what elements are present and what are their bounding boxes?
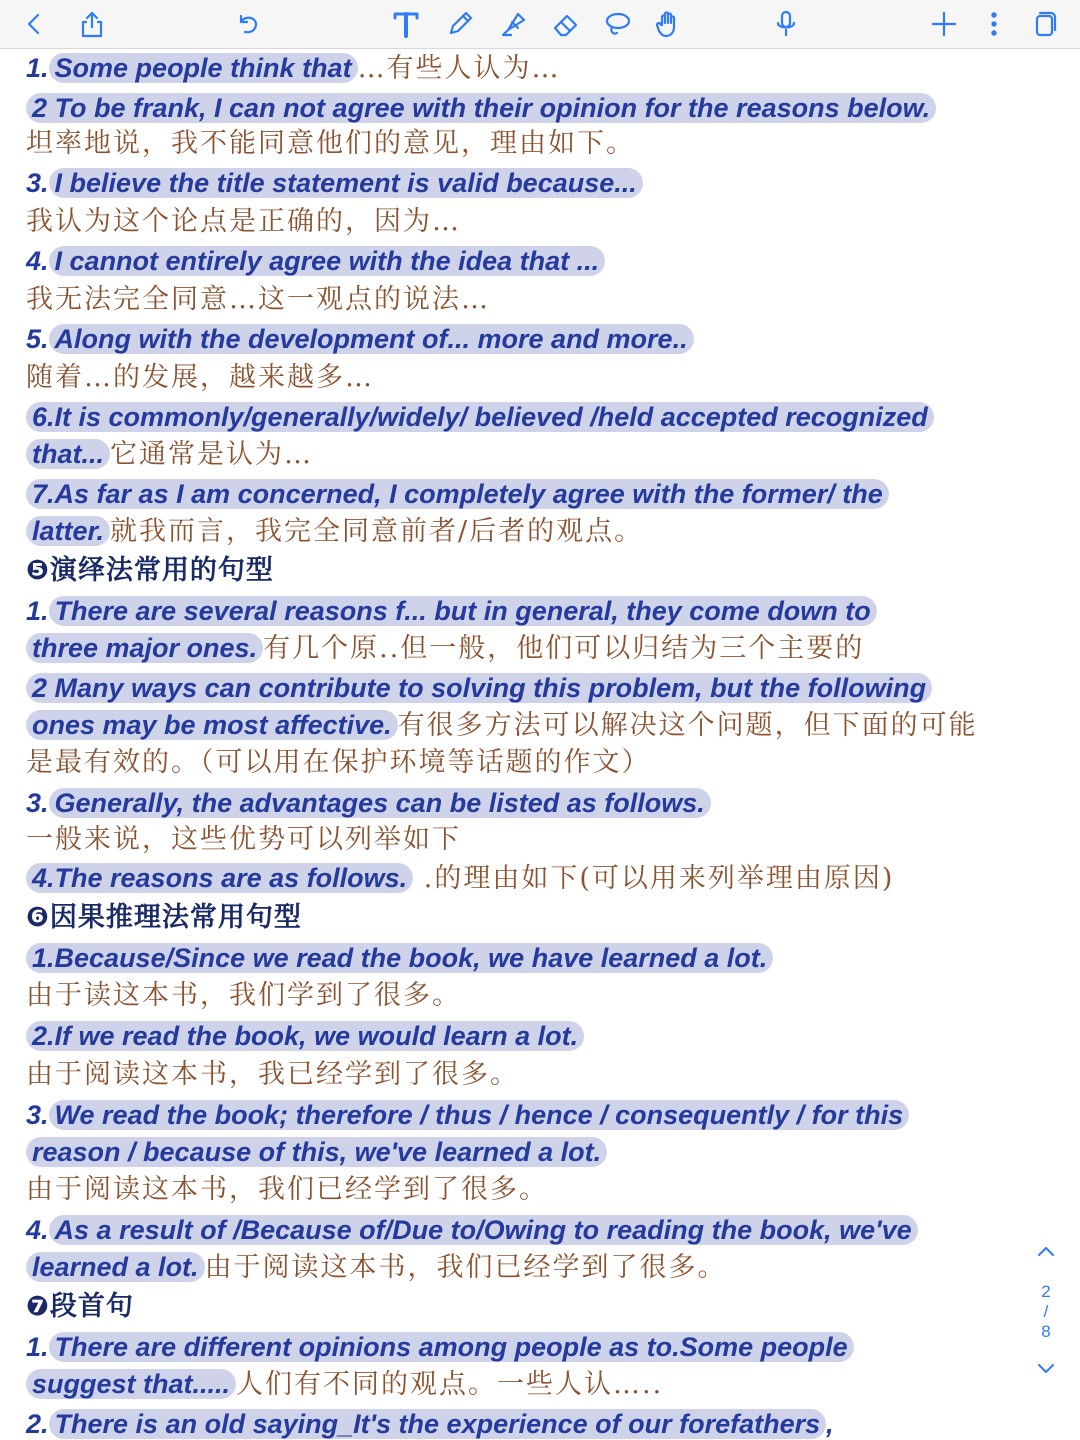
pages-icon[interactable] — [1026, 6, 1062, 42]
section-heading: ❺演绎法常用的句型 — [26, 555, 274, 586]
highlighter-icon[interactable] — [496, 6, 532, 42]
chevron-up-icon[interactable] — [1034, 1240, 1058, 1264]
chinese-translation: 它通常是认为… — [110, 439, 313, 470]
english-phrase: Generally, the advantages can be listed as follows. — [49, 788, 711, 818]
item-number: 3. — [26, 168, 49, 198]
english-phrase: Along with the development of... more and more.. — [49, 324, 694, 354]
chinese-translation: 由于阅读这本书，我们已经学到了很多。 — [26, 1174, 548, 1205]
chinese-translation: 是最有效的。（可以用在保护环境等话题的作文） — [26, 747, 651, 778]
english-phrase: There are different opinions among people as to.Some people — [49, 1332, 854, 1362]
note-line — [26, 204, 461, 242]
note-line — [26, 670, 932, 708]
english-phrase: reason / because of this, we've learned a lot. — [26, 1137, 607, 1167]
note-line — [26, 1212, 918, 1250]
text-tool-icon[interactable] — [388, 6, 424, 42]
chinese-translation: 由于阅读这本书，我们已经学到了很多。 — [204, 1252, 727, 1283]
chinese-translation: 由于阅读这本书，我已经学到了很多。 — [26, 1059, 519, 1090]
page-indicator — [1026, 1240, 1066, 1400]
note-line — [26, 1134, 607, 1172]
note-line — [26, 1097, 909, 1135]
note-line — [26, 399, 934, 437]
english-phrase: latter. — [26, 516, 110, 546]
note-line — [26, 745, 651, 783]
english-phrase: We read the book; therefore / thus / hence / consequently / for this — [49, 1100, 910, 1130]
chevron-down-icon[interactable] — [1034, 1356, 1058, 1380]
english-phrase: 4.The reasons are as follows. — [26, 863, 413, 893]
note-line — [26, 360, 374, 398]
english-phrase: 2 To be frank, I can not agree with their opinion for the reasons below. — [26, 93, 936, 123]
note-line — [26, 707, 978, 745]
hand-icon[interactable] — [650, 6, 686, 42]
chinese-translation: 人们有不同的观点。一些人认….. — [236, 1369, 664, 1400]
chinese-translation: 我无法完全同意…这一观点的说法… — [26, 284, 490, 315]
note-line — [26, 553, 274, 591]
note-line — [26, 282, 490, 320]
note-line — [26, 321, 694, 359]
note-line — [26, 593, 877, 631]
note-line — [26, 436, 313, 474]
note-line — [26, 630, 864, 668]
pen-icon[interactable] — [442, 6, 478, 42]
more-icon[interactable] — [976, 6, 1012, 42]
page-separator: / — [1043, 1302, 1049, 1321]
lasso-icon[interactable] — [600, 6, 636, 42]
item-number: 1. — [26, 53, 49, 83]
english-phrase: 2 Many ways can contribute to solving this problem, but the following — [26, 673, 932, 703]
toolbar — [0, 0, 1080, 49]
add-icon[interactable] — [926, 6, 962, 42]
item-number: 5. — [26, 324, 49, 354]
english-phrase: There are several reasons f... but in general, they come down to — [49, 596, 877, 626]
chinese-translation: …有些人认为… — [357, 53, 561, 84]
item-number: 4. — [26, 1215, 49, 1245]
english-phrase: suggest that..... — [26, 1369, 236, 1399]
back-icon[interactable] — [16, 6, 52, 42]
english-phrase: 7.As far as I am concerned, I completely agree with the former/ the — [26, 479, 889, 509]
english-phrase: 1.Because/Since we read the book, we have learned a lot. — [26, 943, 773, 973]
note-line — [26, 785, 711, 823]
english-phrase: As a result of /Because of/Due to/Owing to reading the book, we've — [49, 1215, 918, 1245]
note-line — [26, 1289, 134, 1327]
english-phrase: 2.If we read the book, we would learn a lot. — [26, 1021, 584, 1051]
note-line — [26, 165, 643, 203]
chinese-translation: 一般来说，这些优势可以列举如下 — [26, 824, 461, 855]
note-line — [26, 1018, 584, 1056]
english-phrase: that... — [26, 439, 110, 469]
chinese-translation: .的理由如下(可以用来列举理由原因) — [413, 863, 895, 894]
english-phrase: 6.It is commonly/generally/widely/ believed /held accepted recognized — [26, 402, 934, 432]
item-number: 3. — [26, 1100, 49, 1130]
note-line — [26, 978, 461, 1016]
chinese-translation: 我认为这个论点是正确的，因为… — [26, 206, 461, 237]
current-page: 2 — [1041, 1282, 1051, 1301]
chinese-translation: 随着…的发展，越来越多… — [26, 362, 374, 393]
item-number: 1. — [26, 596, 49, 626]
share-icon[interactable] — [74, 6, 110, 42]
note-line — [26, 513, 643, 551]
note-line — [26, 126, 635, 164]
note-line — [26, 860, 894, 898]
item-number: 2. — [26, 1409, 49, 1439]
section-heading: ❻因果推理法常用句型 — [26, 902, 302, 933]
chinese-translation: 坦率地说，我不能同意他们的意见，理由如下。 — [26, 128, 635, 159]
note-line — [26, 822, 461, 860]
section-heading: ❼段首句 — [26, 1291, 134, 1322]
note-line — [26, 243, 605, 281]
note-line — [26, 50, 561, 88]
english-phrase: I cannot entirely agree with the idea that ... — [49, 246, 606, 276]
note-line — [26, 90, 936, 128]
chinese-translation: 有几个原..但一般，他们可以归结为三个主要的 — [263, 633, 865, 664]
english-phrase: Some people think that — [49, 53, 358, 83]
chinese-translation: 由于读这本书，我们学到了很多。 — [26, 980, 461, 1011]
note-page[interactable] — [0, 50, 1040, 1440]
note-line — [26, 1329, 854, 1367]
note-line — [26, 1366, 663, 1404]
chinese-translation: 就我而言，我完全同意前者/后者的观点。 — [110, 516, 644, 547]
total-pages: 8 — [1041, 1322, 1051, 1341]
undo-icon[interactable] — [230, 6, 266, 42]
english-phrase: ones may be most affective. — [26, 710, 398, 740]
trailing-punctuation: , — [826, 1409, 834, 1439]
item-number: 1. — [26, 1332, 49, 1362]
item-number: 4. — [26, 246, 49, 276]
item-number: 3. — [26, 788, 49, 818]
english-phrase: learned a lot. — [26, 1252, 205, 1282]
english-phrase: I believe the title statement is valid because... — [49, 168, 643, 198]
chinese-translation: 有很多方法可以解决这个问题，但下面的可能 — [397, 710, 978, 741]
note-line — [26, 940, 773, 978]
english-phrase: There is an old saying_It's the experience of our forefathers — [49, 1409, 827, 1439]
note-line — [26, 1172, 548, 1210]
note-line — [26, 476, 889, 514]
english-phrase: three major ones. — [26, 633, 263, 663]
note-line — [26, 1406, 834, 1440]
eraser-icon[interactable] — [548, 6, 584, 42]
microphone-icon[interactable] — [768, 6, 804, 42]
note-line — [26, 1249, 727, 1287]
note-line — [26, 1057, 519, 1095]
note-line — [26, 900, 302, 938]
